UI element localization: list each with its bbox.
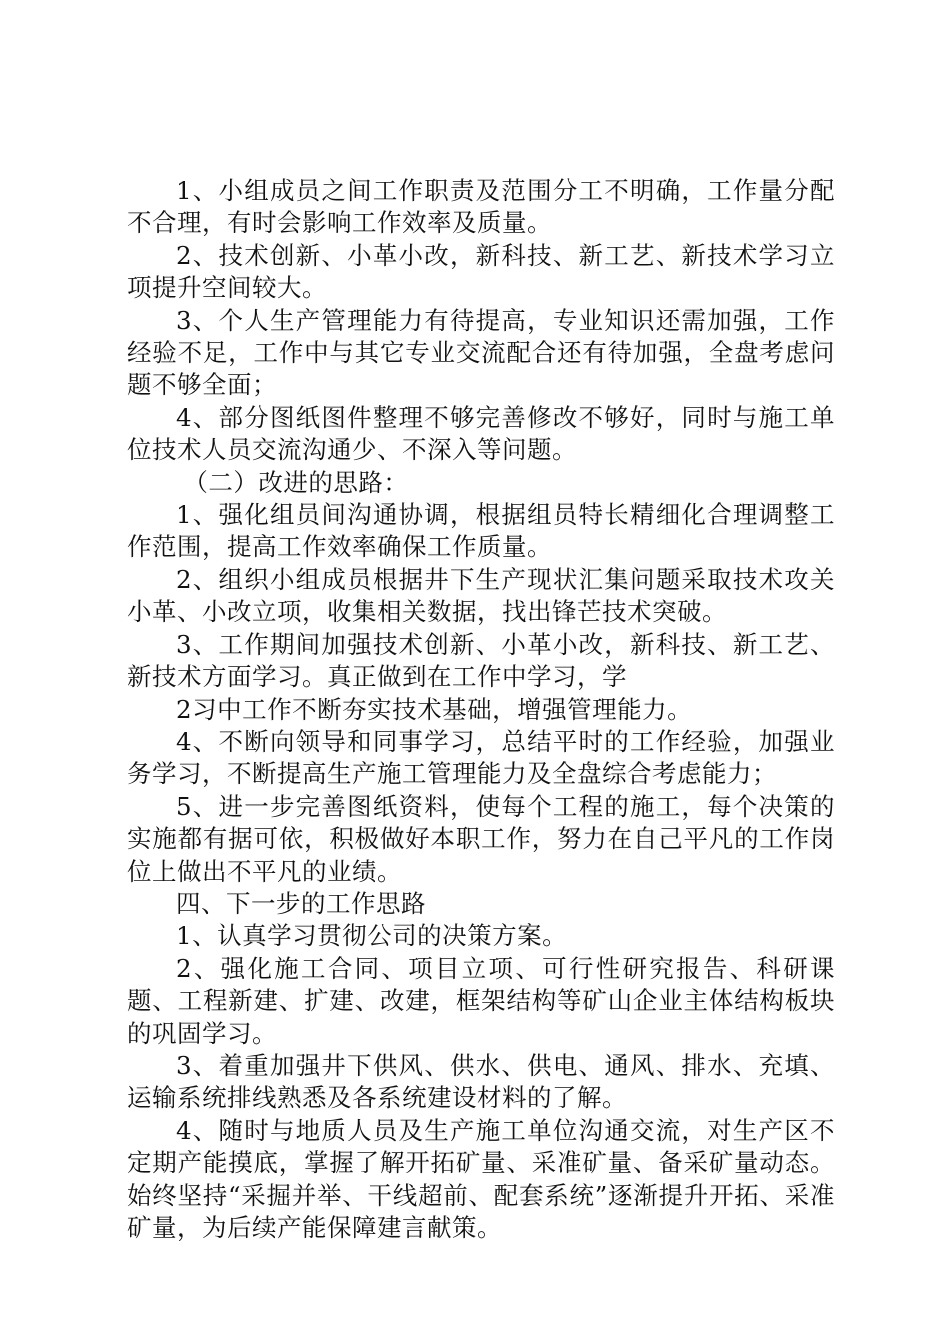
paragraph: 4、部分图纸图件整理不够完善修改不够好，同时与施工单位技术人员交流沟通少、不深入等问题。	[127, 402, 835, 465]
paragraph: 2、组织小组成员根据井下生产现状汇集问题采取技术攻关小革、小改立项，收集相关数据，找出锋芒技术突破。	[127, 564, 835, 627]
paragraph: 4、不断向领导和同事学习，总结平时的工作经验，加强业务学习，不断提高生产施工管理能力及全盘综合考虑能力；	[127, 726, 835, 789]
paragraph: 5、进一步完善图纸资料，使每个工程的施工，每个决策的实施都有据可依，积极做好本职工作，努力在自己平凡的工作岗位上做出不平凡的业绩。	[127, 791, 835, 886]
paragraph: 2习中工作不断夯实技术基础，增强管理能力。	[176, 694, 693, 724]
paragraph: 1、强化组员间沟通协调，根据组员特长精细化合理调整工作范围，提高工作效率确保工作质量。	[127, 500, 835, 562]
paragraph: 2、强化施工合同、项目立项、可行性研究报告、科研课题、工程新建、扩建、改建，框架结构等矿山企业主体结构板块的巩固学习。	[127, 953, 835, 1048]
paragraph: 3、着重加强井下供风、供水、供电、通风、排水、充填、运输系统排线熟悉及各系统建设材料的了解。	[127, 1050, 835, 1113]
paragraph: 2、技术创新、小革小改，新科技、新工艺、新技术学习立项提升空间较大。	[127, 240, 835, 303]
document-body	[127, 175, 835, 1244]
section-heading: （二）改进的思路：	[183, 467, 409, 497]
section-heading: 四、下一步的工作思路	[176, 888, 426, 918]
paragraph: 1、小组成员之间工作职责及范围分工不明确，工作量分配不合理，有时会影响工作效率及质量。	[127, 176, 835, 238]
paragraph: 1、认真学习贯彻公司的决策方案。	[176, 921, 568, 951]
paragraph: 3、工作期间加强技术创新、小革小改，新科技、新工艺、新技术方面学习。真正做到在工作中学习，学	[127, 629, 835, 692]
paragraph: 3、个人生产管理能力有待提高，专业知识还需加强，工作经验不足，工作中与其它专业交流配合还有待加强，全盘考虑问题不够全面；	[127, 305, 835, 400]
paragraph: 4、随时与地质人员及生产施工单位沟通交流，对生产区不定期产能摸底，掌握了解开拓矿量、采准矿量、备采矿量动态。始终坚持“采掘并举、干线超前、配套系统”逐渐提升开拓、采准矿量，为后续产能保障建言献策。	[127, 1115, 835, 1242]
